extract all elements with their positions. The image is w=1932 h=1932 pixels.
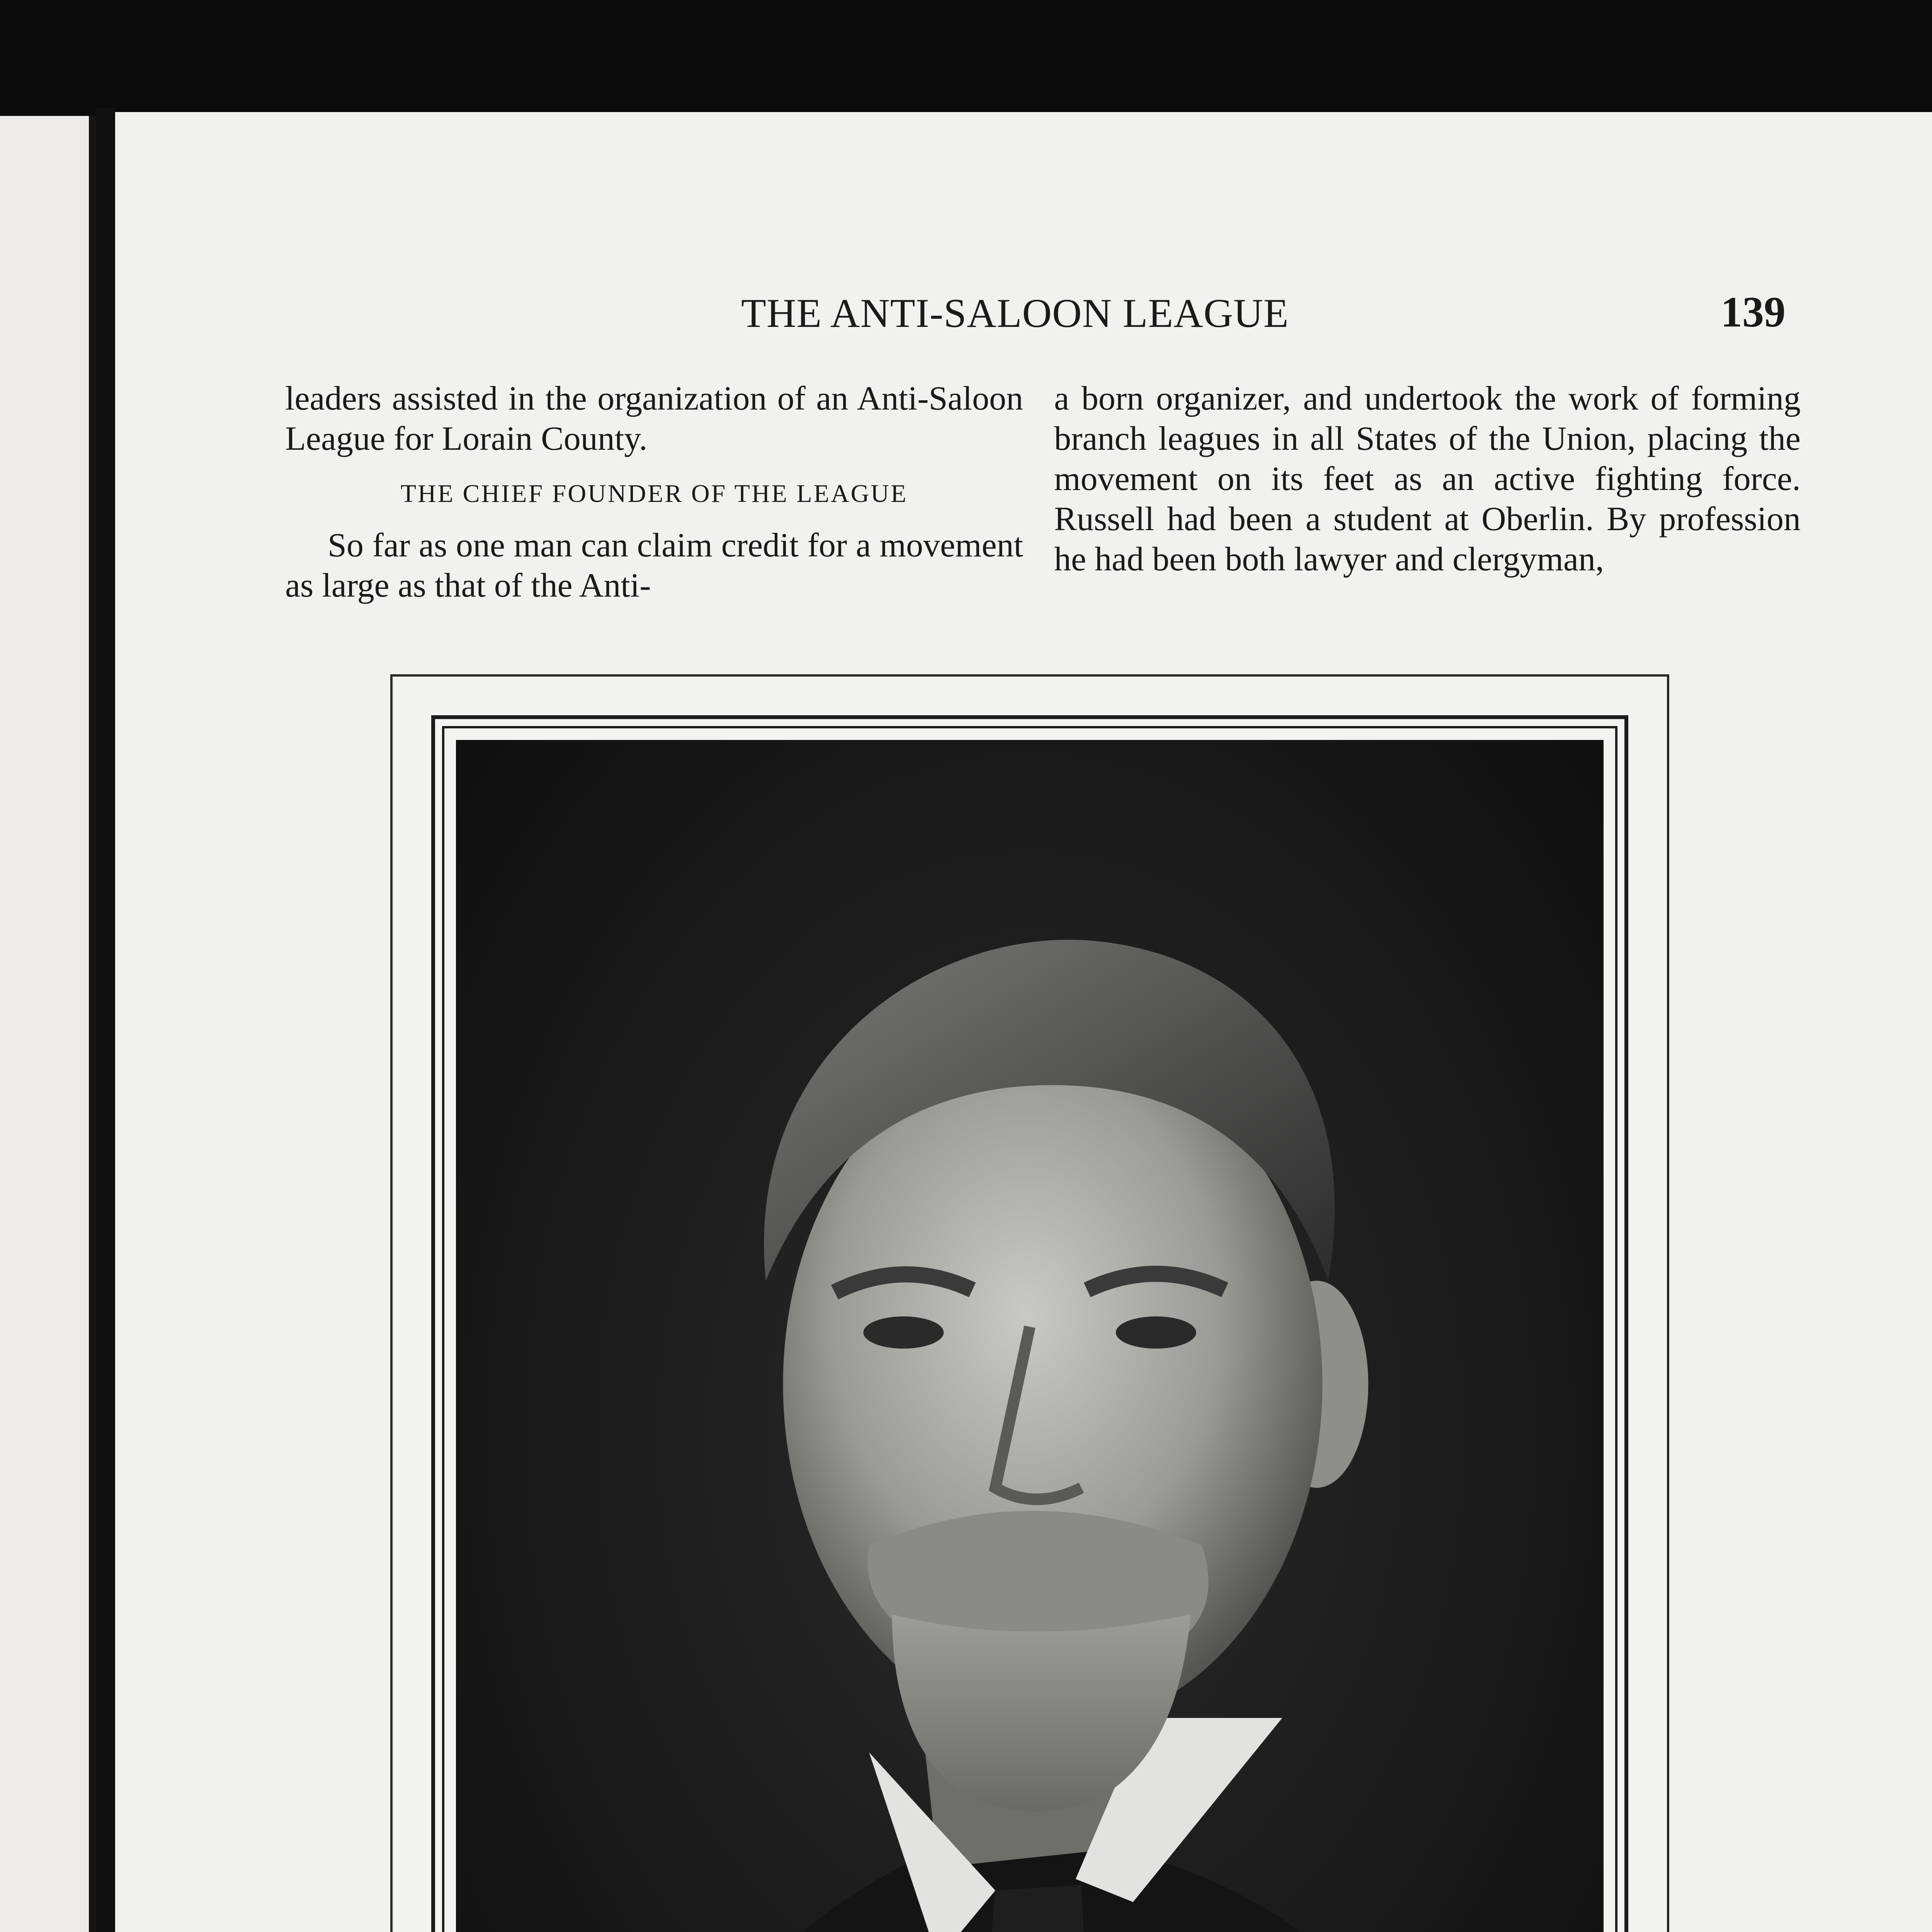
running-title: THE ANTI-SALOON LEAGUE <box>741 291 1289 336</box>
portrait-border <box>431 715 1628 1932</box>
facing-page-edge <box>0 116 96 1932</box>
portrait-frame <box>390 674 1669 1932</box>
running-header <box>115 290 1932 352</box>
paragraph: leaders assisted in the organization of an Anti-Saloon League for Lorain County. <box>285 380 1023 457</box>
top-right-column <box>1054 379 1801 580</box>
top-left-column <box>285 379 1023 606</box>
paragraph: a born organizer, and undertook the work of forming branch leagues in all States of the Union, placing the movement on its feet as an active fighting force. Russell had been a student at Oberlin. By profession he had been both lawyer and clergyman, <box>1054 380 1801 578</box>
book-page <box>115 112 1932 1932</box>
paragraph: So far as one man can claim credit for a movement as large as that of the Anti- <box>285 527 1023 604</box>
portrait-photograph <box>456 740 1604 1932</box>
page-number: 139 <box>1721 288 1786 336</box>
section-subhead: THE CHIEF FOUNDER OF THE LEAGUE <box>400 480 908 508</box>
portrait-inner-border <box>442 726 1617 1932</box>
book-spine <box>96 108 115 1932</box>
